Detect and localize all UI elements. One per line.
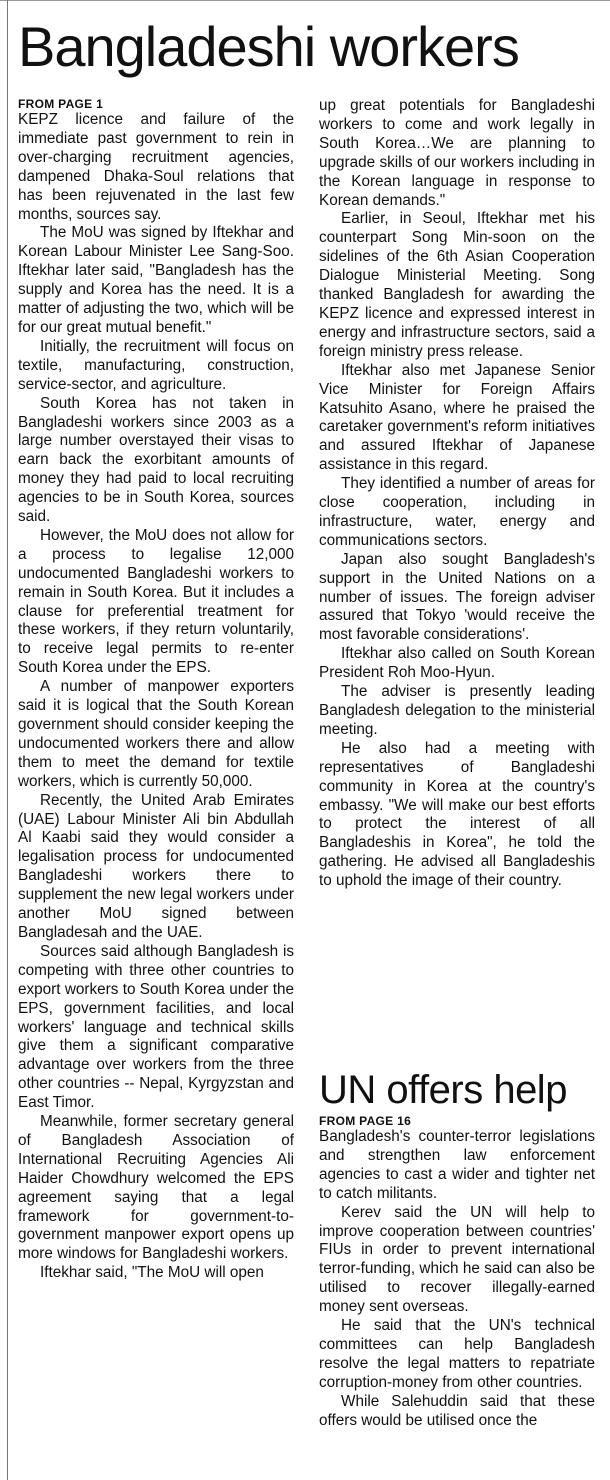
- article-paragraph: Sources said although Bangladesh is competing with three other countries to export workers to South Korea under the EPS, government facilities, and local workers' language and technical skills give them a significant comparative advantage over workers from the three other countries -- Nepal, Kyrgyzstan and East Timor.: [18, 942, 294, 1112]
- second-story-column: [319, 1114, 595, 1480]
- article-paragraph: Initially, the recruitment will focus on textile, manufacturing, construction, service-sector, and agriculture.: [18, 337, 294, 393]
- article-paragraph: They identified a number of areas for close cooperation, including in infrastructure, water, energy and communications sectors.: [319, 475, 595, 549]
- article-paragraph: The MoU was signed by Iftekhar and Korean Labour Minister Lee Sang-Soo. Iftekhar later said, "Bangladesh has the supply and Korea has the need. It is a matter of adjusting the two, which will be for our great mutual benefit.": [18, 224, 294, 336]
- article-paragraph: Kerev said the UN will help to improve cooperation between countries' FIUs in order to prevent international terror-funding, which he said can also be utilised to recover illegally-earned money sent overseas.: [319, 1203, 595, 1316]
- article-paragraph: Meanwhile, former secretary general of Bangladesh Association of International Recruiting Agencies Ali Haider Chowdhury welcomed the EPS agreement saying that a legal framework for government-to-government manpower export opens up more windows for Bangladeshi workers.: [18, 1113, 294, 1263]
- article-paragraph: The adviser is presently leading Bangladesh delegation to the ministerial meeting.: [319, 683, 595, 738]
- article-paragraph: He said that the UN's technical committees can help Bangladesh resolve the legal matters to repatriate corruption-money from other countries.: [319, 1317, 595, 1391]
- article-column-left: [18, 97, 294, 1480]
- top-rule: [0, 0, 610, 1]
- article-paragraph: He also had a meeting with representatives of Bangladeshi community in Korea at the country's embassy. "We will make our best efforts to protect the interest of all Bangladeshis in Korea", he told the gathering. He advised all Bangladeshis to uphold the image of their country.: [319, 739, 595, 890]
- article-paragraph: Recently, the United Arab Emirates (UAE) Labour Minister Ali bin Abdullah Al Kaabi said they would consider a legalisation process for undocumented Bangladeshi workers there to supplement the new legal workers under another MoU signed between Bangladesah and the UAE.: [18, 791, 294, 941]
- article-paragraph: Japan also sought Bangladesh's support in the United Nations on a number of issues. The foreign adviser assured that Tokyo 'would receive the most favorable considerations'.: [319, 550, 595, 644]
- second-story-kicker: FROM PAGE 16: [319, 1114, 412, 1128]
- article-paragraph: Iftekhar said, "The MoU will open: [40, 1264, 264, 1282]
- article-paragraph: While Salehuddin said that these offers would be utilised once the: [319, 1392, 595, 1429]
- second-story-headline: UN offers help: [319, 1068, 567, 1112]
- article-paragraph: However, the MoU does not allow for a process to legalise 12,000 undocumented Bangladeshi workers to remain in South Korea. But it includes a clause for preferential treatment for these workers, if they return voluntarily, to receive legal permits to re-enter South Korea under the EPS.: [18, 526, 294, 677]
- article-paragraph: KEPZ licence and failure of the immediate past government to rein in over-charging recruitment agencies, dampened Dhaka-Soul relations that has been rejuvenated in the last few months, sources say.: [18, 111, 294, 223]
- article-column-right: [319, 97, 595, 1027]
- article-paragraph: Iftekhar also met Japanese Senior Vice Minister for Foreign Affairs Katsuhito Asano, where he praised the caretaker government's reform initiatives and assured Iftekhar of Japanese assistance in this regard.: [319, 361, 595, 474]
- article-paragraph: Iftekhar also called on South Korean President Roh Moo-Hyun.: [319, 645, 595, 682]
- article-paragraph: South Korea has not taken in Bangladeshi workers since 2003 as a large number overstayed their visas to earn back the exorbitant amounts of money they had paid to local recruiting agencies to be in South Korea, sources said.: [18, 394, 294, 526]
- article-paragraph: Earlier, in Seoul, Iftekhar met his counterpart Song Min-soon on the sidelines of the 6th Asian Cooperation Dialogue Ministerial Meeting. Song thanked Bangladesh for awarding the KEPZ licence and expressed interest in energy and infrastructure sectors, said a foreign ministry press release.: [319, 210, 595, 360]
- left-column-rule: [7, 0, 8, 1480]
- article-paragraph: Bangladesh's counter-terror legislations and strengthen law enforcement agencies to cast a wider and tighter net to catch militants.: [319, 1128, 595, 1202]
- jump-kicker: FROM PAGE 1: [18, 97, 104, 111]
- article-paragraph: up great potentials for Bangladeshi workers to come and work legally in South Korea…We are planning to upgrade skills of our workers including in the Korean language in response to Korean demands.": [319, 97, 595, 209]
- page-headline: Bangladeshi workers: [18, 15, 519, 78]
- article-paragraph: A number of manpower exporters said it is logical that the South Korean government should consider keeping the undocumented workers there and allow them to meet the demand for textile workers, which is currently 50,000.: [18, 678, 294, 790]
